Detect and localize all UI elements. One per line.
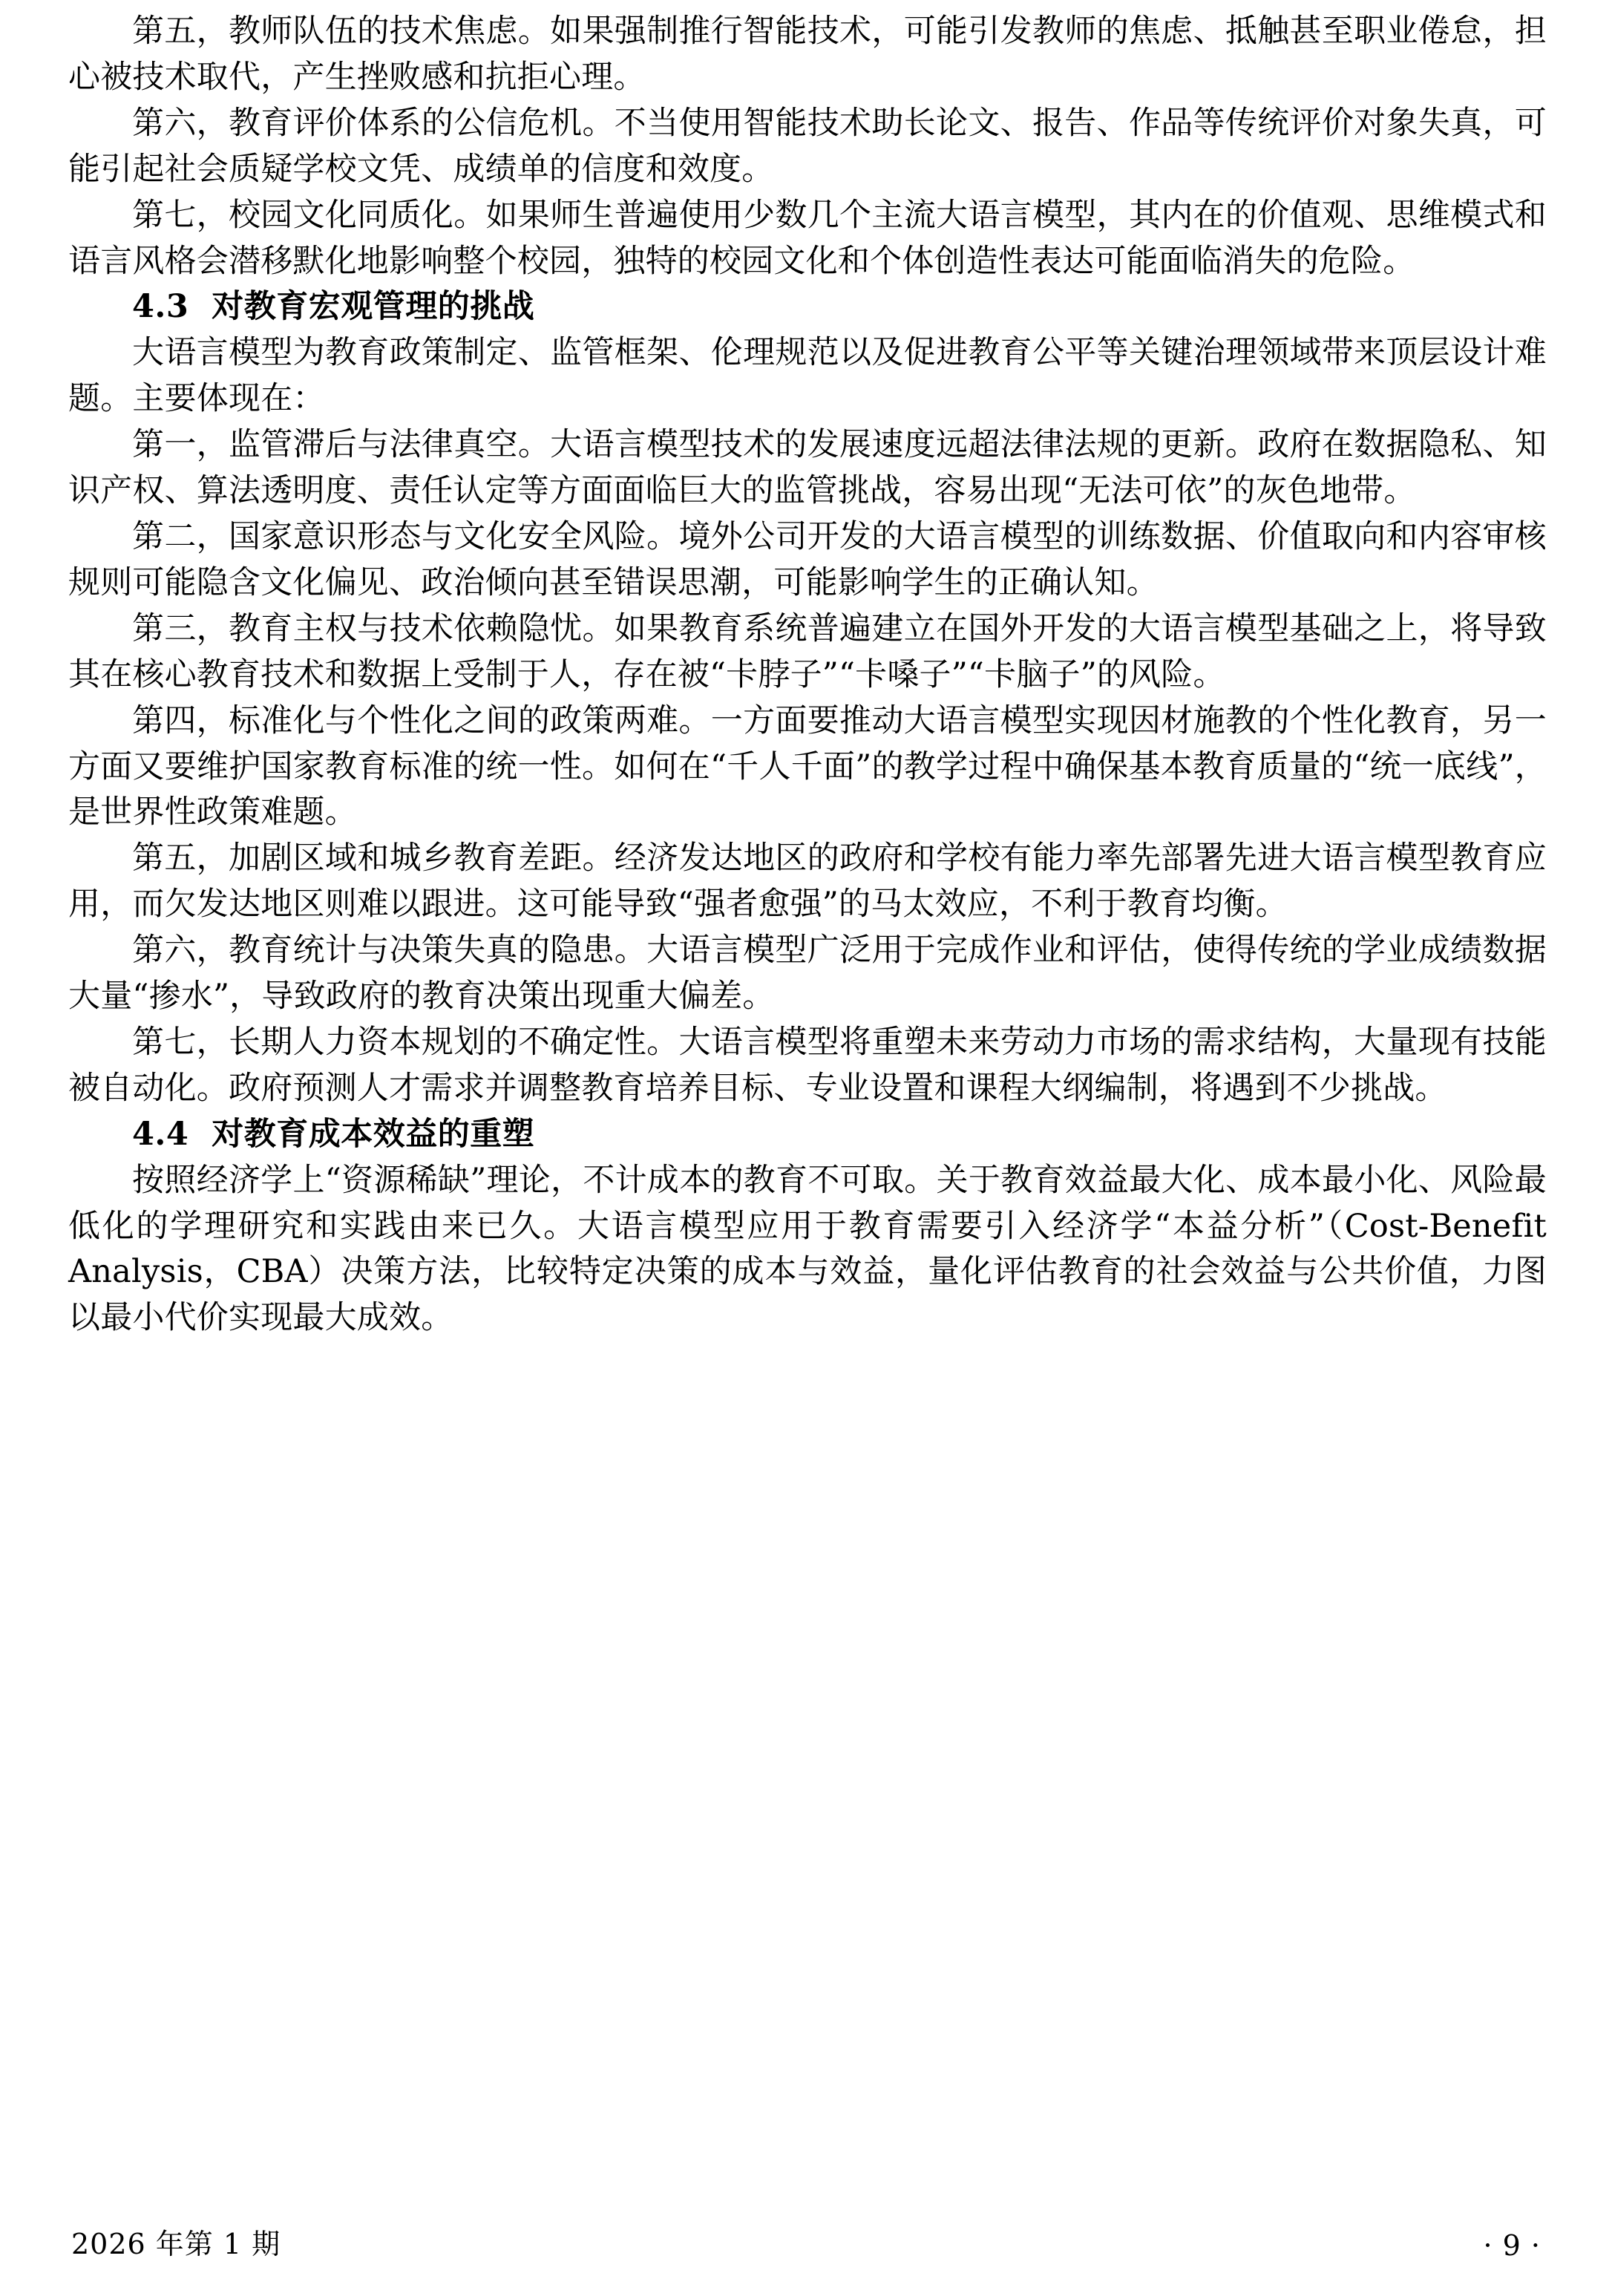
section-number: 4.4 [132, 1115, 189, 1153]
paragraph: 第六，教育统计与决策失真的隐患。大语言模型广泛用于完成作业和评估，使得传统的学业成绩数据大量“掺水”，导致政府的教育决策出现重大偏差。 [68, 932, 1547, 1015]
paragraph: 第四，标准化与个性化之间的政策两难。一方面要推动大语言模型实现因材施教的个性化教育，另一方面又要维护国家教育标准的统一性。如何在“千人千面”的教学过程中确保基本教育质量的“统一底线”，是世界性政策难题。 [68, 701, 1547, 831]
paragraph: 第二，国家意识形态与文化安全风险。境外公司开发的大语言模型的训练数据、价值取向和内容审核规则可能隐含文化偏见、政治倾向甚至错误思潮，可能影响学生的正确认知。 [68, 517, 1547, 601]
paragraph: 按照经济学上“资源稀缺”理论，不计成本的教育不可取。关于教育效益最大化、成本最小化、风险最低化的学理研究和实践由来已久。大语言模型应用于教育需要引入经济学“本益分析”（Cost-Benefit Analysis，CBA）决策方法，比较特定决策的成本与效益，量化评估教育的社会效益与公共价值，力图以最小代价实现最大成效。 [68, 1161, 1579, 1337]
paragraph: 第七，校园文化同质化。如果师生普遍使用少数几个主流大语言模型，其内在的价值观、思维模式和语言风格会潜移默化地影响整个校园，独特的校园文化和个体创造性表达可能面临消失的危险。 [68, 196, 1547, 280]
paragraph: 大语言模型为教育政策制定、监管框架、伦理规范以及促进教育公平等关键治理领域带来顶层设计难题。主要体现在： [68, 334, 1547, 418]
footer-issue-label: 2026 年第 1 期 [71, 2228, 281, 2260]
paragraph: 第五，教师队伍的技术焦虑。如果强制推行智能技术，可能引发教师的焦虑、抵触甚至职业倦怠，担心被技术取代，产生挫败感和抗拒心理。 [68, 13, 1547, 96]
section-number: 4.3 [132, 288, 189, 326]
page-number: · 9 · [1483, 2229, 1541, 2262]
paragraph: 第三，教育主权与技术依赖隐忧。如果教育系统普遍建立在国外开发的大语言模型基础之上，将导致其在核心教育技术和数据上受制于人，存在被“卡脖子”“卡嗓子”“卡脑子”的风险。 [68, 609, 1547, 693]
paragraph: 第一，监管滞后与法律真空。大语言模型技术的发展速度远超法律法规的更新。政府在数据隐私、知识产权、算法透明度、责任认定等方面面临巨大的监管挑战，容易出现“无法可依”的灰色地带。 [68, 426, 1547, 510]
page-footer [0, 2217, 1612, 2262]
paragraph: 第五，加剧区域和城乡教育差距。经济发达地区的政府和学校有能力率先部署先进大语言模型教育应用，而欠发达地区则难以跟进。这可能导致“强者愈强”的马太效应，不利于教育均衡。 [68, 840, 1547, 923]
section-heading-4-4 [68, 1112, 1547, 1158]
section-heading-4-3 [68, 284, 1547, 330]
paragraph: 第六，教育评价体系的公信危机。不当使用智能技术助长论文、报告、作品等传统评价对象失真，可能引起社会质疑学校文凭、成绩单的信度和效度。 [68, 104, 1547, 188]
section-title: 对教育成本效益的重塑 [212, 1115, 535, 1153]
page-content [68, 9, 1579, 1341]
paragraph: 第七，长期人力资本规划的不确定性。大语言模型将重塑未来劳动力市场的需求结构，大量现有技能被自动化。政府预测人才需求并调整教育培养目标、专业设置和课程大纲编制，将遇到不少挑战。 [68, 1023, 1547, 1107]
section-title: 对教育宏观管理的挑战 [212, 288, 535, 326]
